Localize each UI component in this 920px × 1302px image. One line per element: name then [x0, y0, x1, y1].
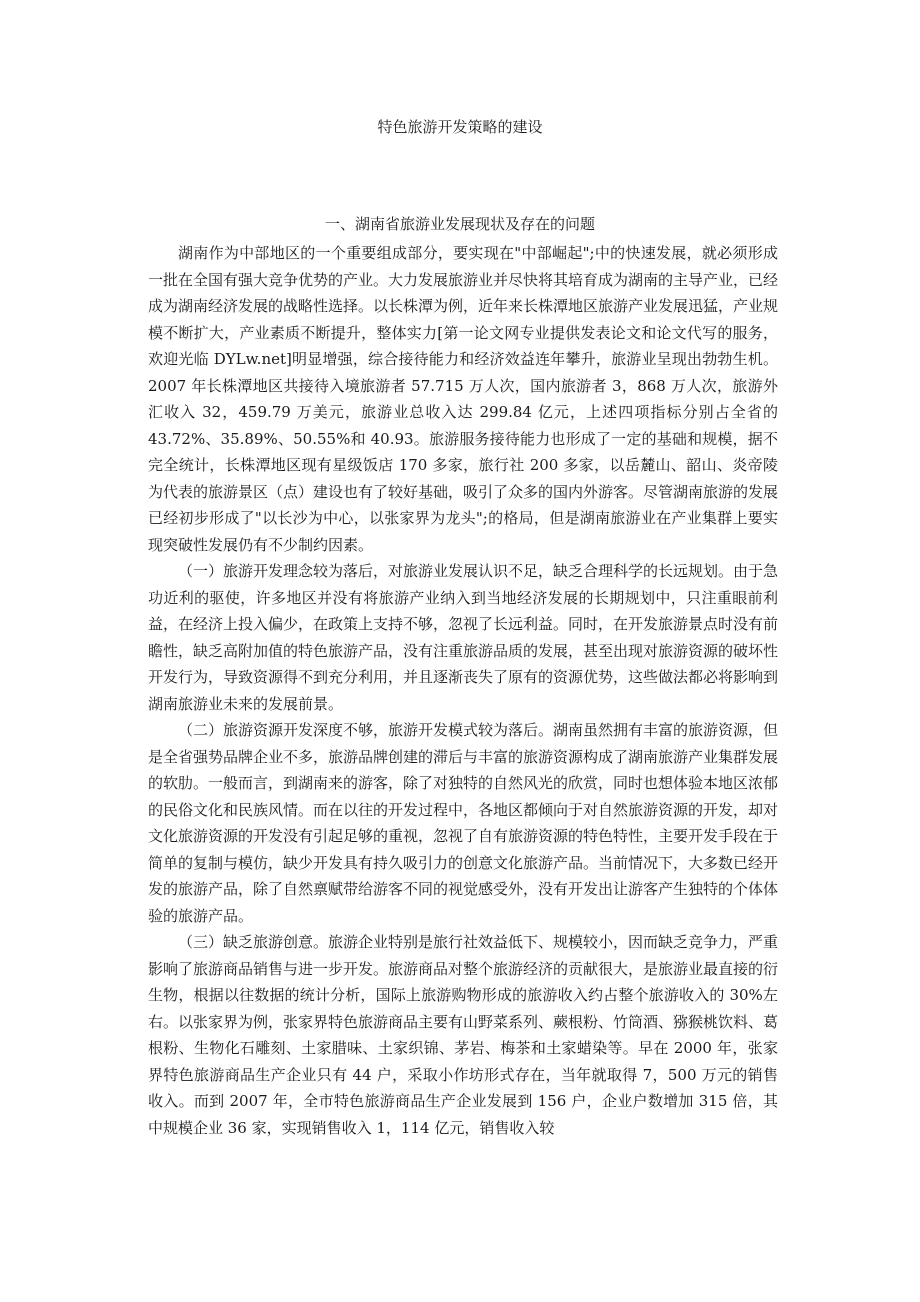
paragraph-intro: 湖南作为中部地区的一个重要组成部分，要实现在"中部崛起";中的快速发展，就必须形成一批在全国有强大竞争优势的产业。大力发展旅游业并尽快将其培育成为湖南的主导产业，已经成为湖南经济发展的战略性选择。以长株潭为例，近年来长株潭地区旅游产业发展迅猛，产业规模不断扩大，产业素质不断提升，整体实力[第一论文网专业提供发表论文和论文代写的服务，欢迎光临 DYLw.net]明显增强，综合接待能力和经济效益连年攀升，旅游业呈现出勃勃生机。2007 年长株潭地区共接待入境旅游者 57.715 万人次，国内旅游者 3，868 万人次，旅游外汇收入 32，459.79 万美元，旅游业总收入达 299.84 亿元，上述四项指标分别占全省的 43.72%、35.89%、50.55%和 40.93。旅游服务接待能力也形成了一定的基础和规模，据不完全统计，长株潭地区现有星级饭店 170 多家，旅行社 200 多家，以岳麓山、韶山、炎帝陵为代表的旅游景区（点）建设也有了较好基础，吸引了众多的国内外游客。尽管湖南旅游的发展已经初步形成了"以长沙为中心，以张家界为龙头";的格局，但是湖南旅游业在产业集群上要实现突破性发展仍有不少制约因素。: [148, 244, 779, 554]
paragraph-issue-2: （二）旅游资源开发深度不够，旅游开发模式较为落后。湖南虽然拥有丰富的旅游资源，但是全省强势品牌企业不多，旅游品牌创建的滞后与丰富的旅游资源构成了湖南旅游产业集群发展的软肋。一般而言，到湖南来的游客，除了对独特的自然风光的欣赏，同时也想体验本地区浓郁的民俗文化和民族风情。而在以往的开发过程中，各地区都倾向于对自然旅游资源的开发，却对文化旅游资源的开发没有引起足够的重视，忽视了自有旅游资源的特色特性，主要开发手段在于简单的复制与模仿，缺少开发具有持久吸引力的创意文化旅游产品。当前情况下，大多数已经开发的旅游产品，除了自然禀赋带给游客不同的视觉感受外，没有开发出让游客产生独特的个体体验的旅游产品。: [148, 721, 779, 925]
document-title: 特色旅游开发策略的建设: [377, 118, 543, 136]
paragraph-issue-3: （三）缺乏旅游创意。旅游企业特别是旅行社效益低下、规模较小，因而缺乏竞争力，严重影响了旅游商品销售与进一步开发。旅游商品对整个旅游经济的贡献很大，是旅游业最直接的衍生物，根据以往数据的统计分析，国际上旅游购物形成的旅游收入约占整个旅游收入的 30%左右。以张家界为例，张家界特色旅游商品主要有山野菜系列、蕨根粉、竹筒酒、猕猴桃饮料、葛根粉、生物化石雕刻、土家腊味、土家织锦、茅岩、梅茶和土家蜡染等。早在 2000 年，张家界特色旅游商品生产企业只有 44 户，采取小作坊形式存在，当年就取得 7，500 万元的销售收入。而到 2007 年，全市特色旅游商品生产企业发展到 156 户，企业户数增加 315 倍，其中规模企业 36 家，实现销售收入 1，114 亿元，销售收入较: [148, 933, 779, 1137]
document-body: [148, 240, 778, 1141]
section-heading: 一、湖南省旅游业发展现状及存在的问题: [324, 215, 595, 233]
paragraph-issue-1: （一）旅游开发理念较为落后，对旅游业发展认识不足，缺乏合理科学的长远规划。由于急功近利的驱使，许多地区并没有将旅游产业纳入到当地经济发展的长期规划中，只注重眼前利益，在经济上投入偏少，在政策上支持不够，忽视了长远利益。同时，在开发旅游景点时没有前瞻性，缺乏高附加值的特色旅游产品，没有注重旅游品质的发展，甚至出现对旅游资源的破坏性开发行为，导致资源得不到充分利用，并且逐渐丧失了原有的资源优势，这些做法都必将影响到湖南旅游业未来的发展前景。: [148, 562, 779, 713]
